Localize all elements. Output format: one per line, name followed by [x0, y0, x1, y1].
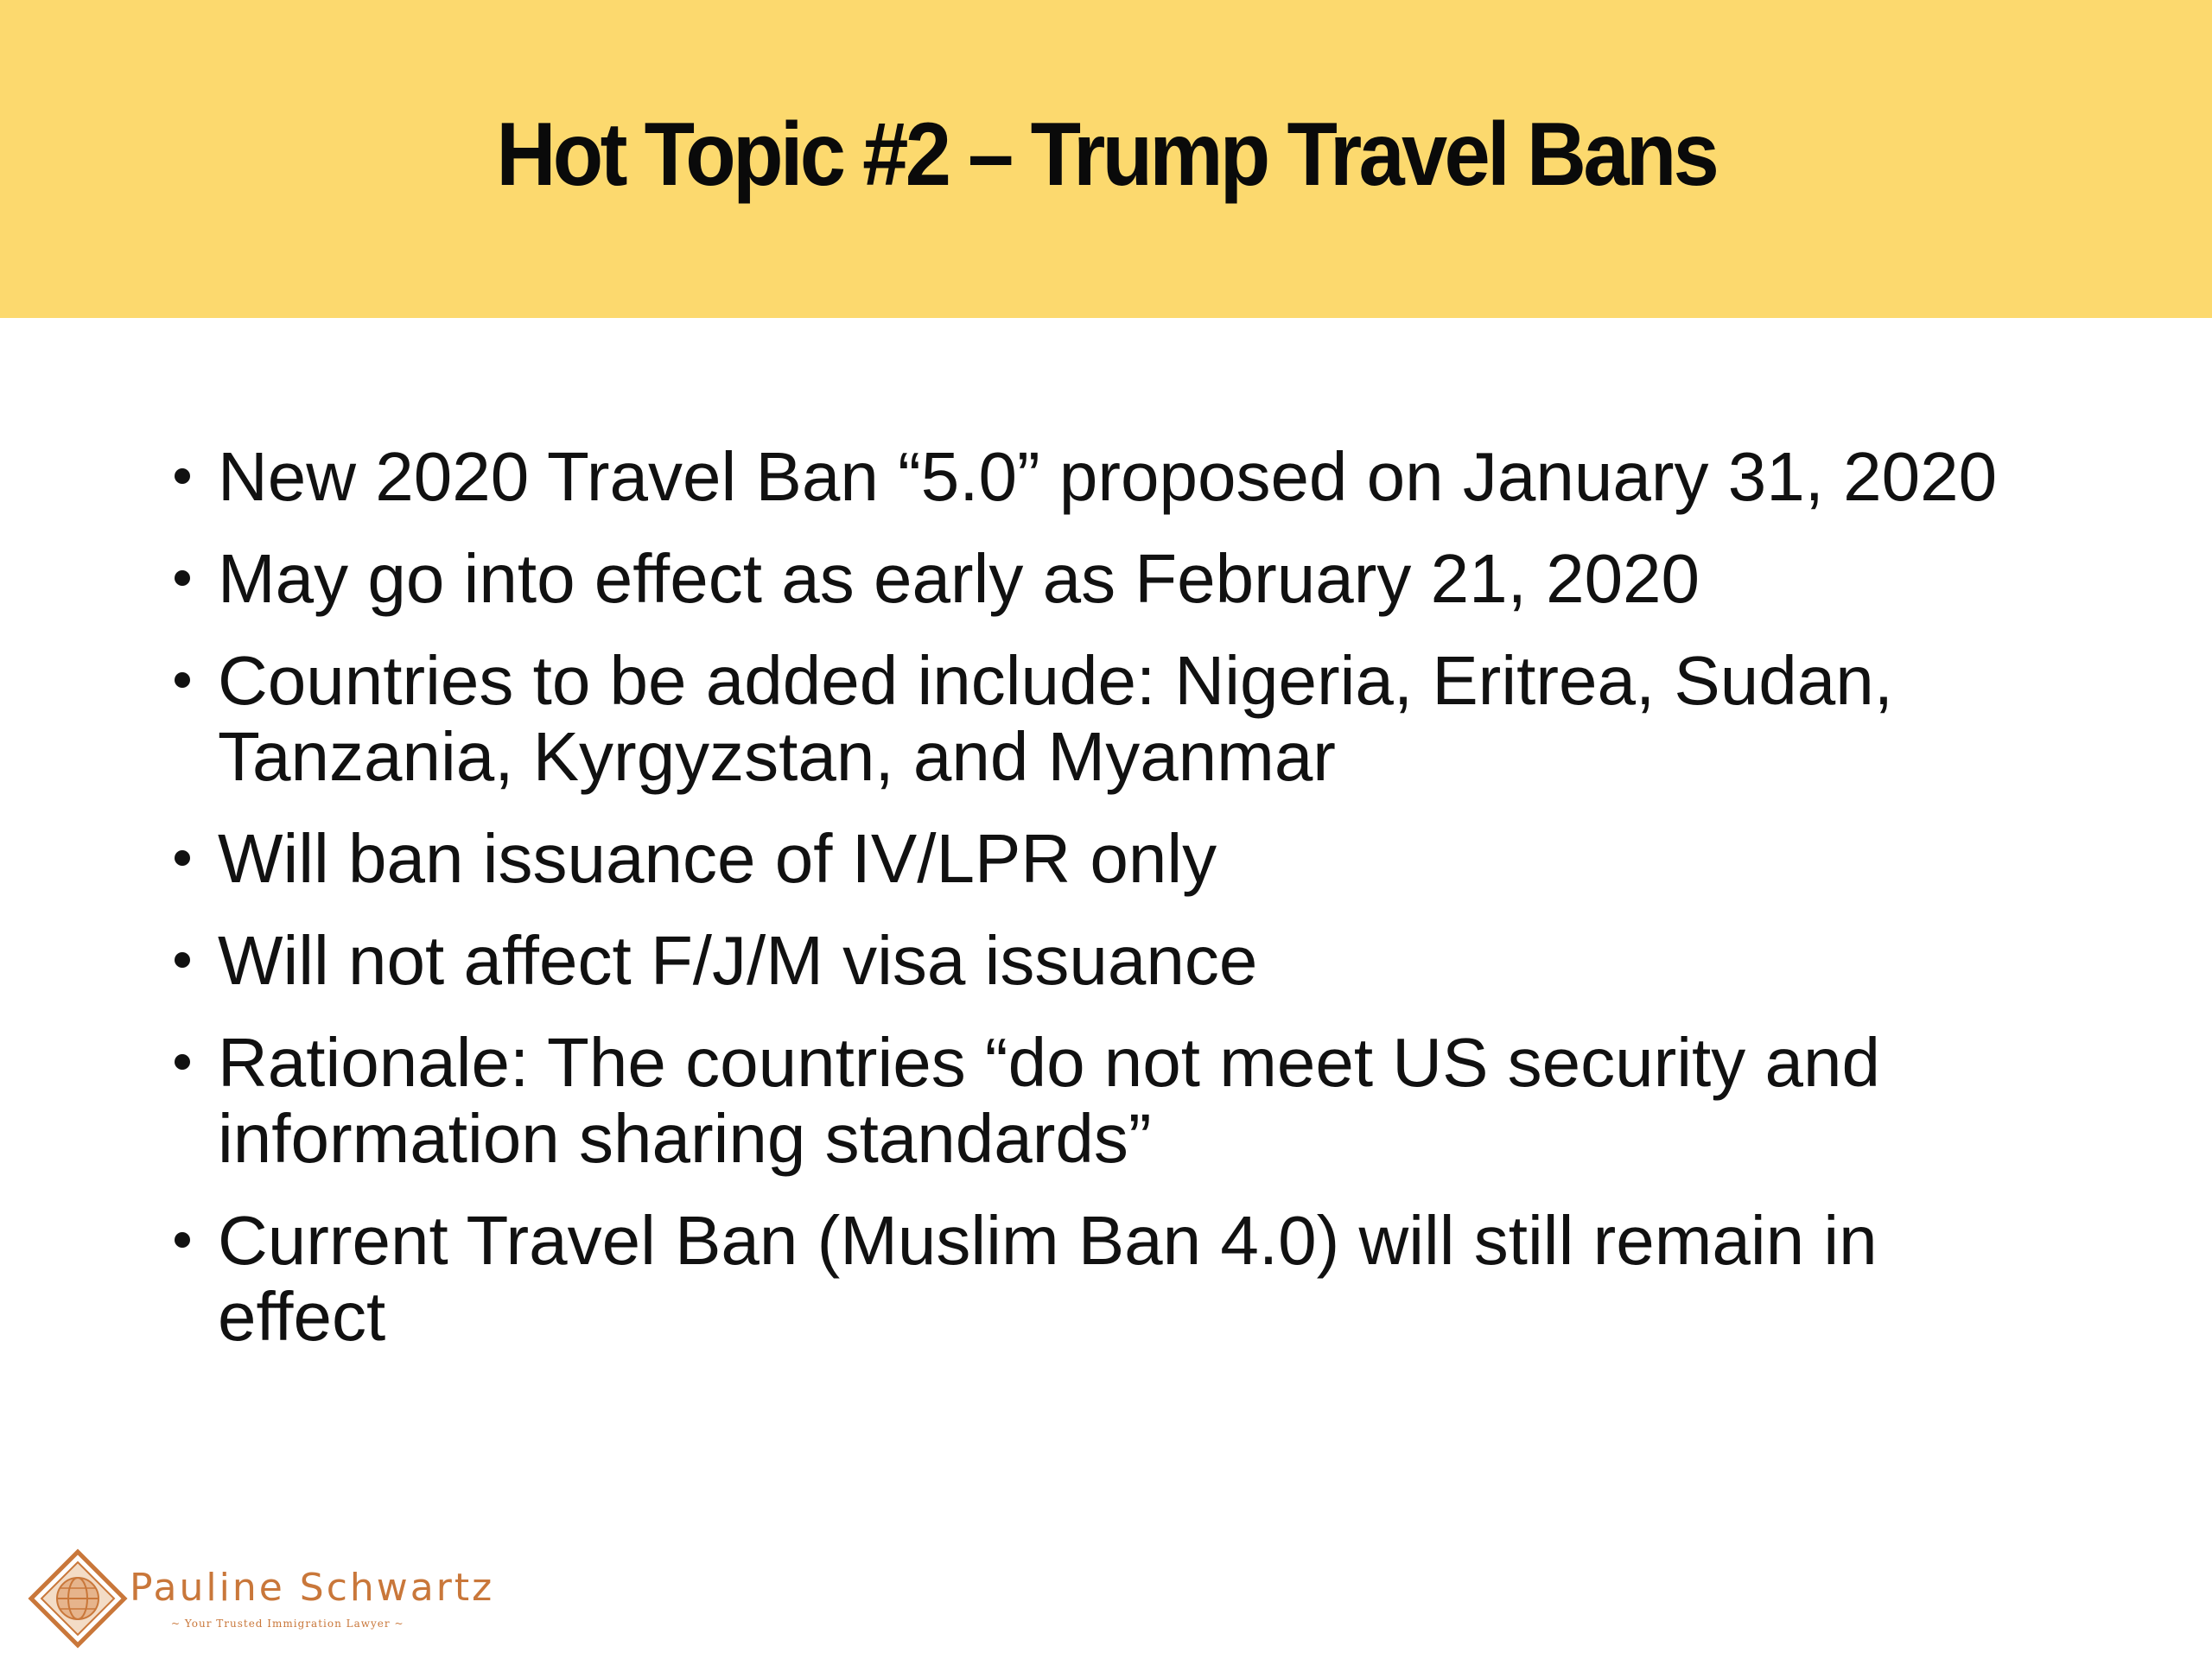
- bullet-list: [169, 439, 2027, 1381]
- bullet-item: [169, 923, 2027, 999]
- logo-tagline: ~ Your Trusted Immigration Lawyer ~: [171, 1618, 404, 1630]
- bullet-icon: [175, 952, 190, 968]
- bullet-text: Will ban issuance of IV/LPR only: [218, 820, 1217, 897]
- bullet-item: [169, 821, 2027, 897]
- title-band: [0, 0, 2212, 318]
- diamond-globe-icon: [26, 1547, 130, 1650]
- firm-logo: [26, 1547, 510, 1650]
- bullet-text: Rationale: The countries “do not meet US security and information sharing standards”: [218, 1024, 1880, 1177]
- bullet-text: New 2020 Travel Ban “5.0” proposed on January 31, 2020: [218, 438, 1998, 515]
- logo-name: Pauline Schwartz: [130, 1566, 495, 1610]
- slide-title: Hot Topic #2 – Trump Travel Bans: [496, 104, 1716, 205]
- bullet-item: [169, 541, 2027, 617]
- bullet-icon: [175, 1232, 190, 1248]
- bullet-text: Current Travel Ban (Muslim Ban 4.0) will still remain in effect: [218, 1202, 1878, 1355]
- bullet-item: [169, 1203, 2027, 1355]
- bullet-icon: [175, 672, 190, 688]
- bullet-icon: [175, 468, 190, 484]
- bullet-text: Countries to be added include: Nigeria, Eritrea, Sudan, Tanzania, Kyrgyzstan, and Myanmar: [218, 642, 1893, 795]
- bullet-icon: [175, 570, 190, 586]
- bullet-icon: [175, 850, 190, 866]
- bullet-icon: [175, 1054, 190, 1070]
- bullet-item: [169, 1025, 2027, 1177]
- bullet-item: [169, 439, 2027, 515]
- bullet-text: May go into effect as early as February 21, 2020: [218, 540, 1700, 617]
- bullet-item: [169, 643, 2027, 795]
- bullet-text: Will not affect F/J/M visa issuance: [218, 922, 1258, 999]
